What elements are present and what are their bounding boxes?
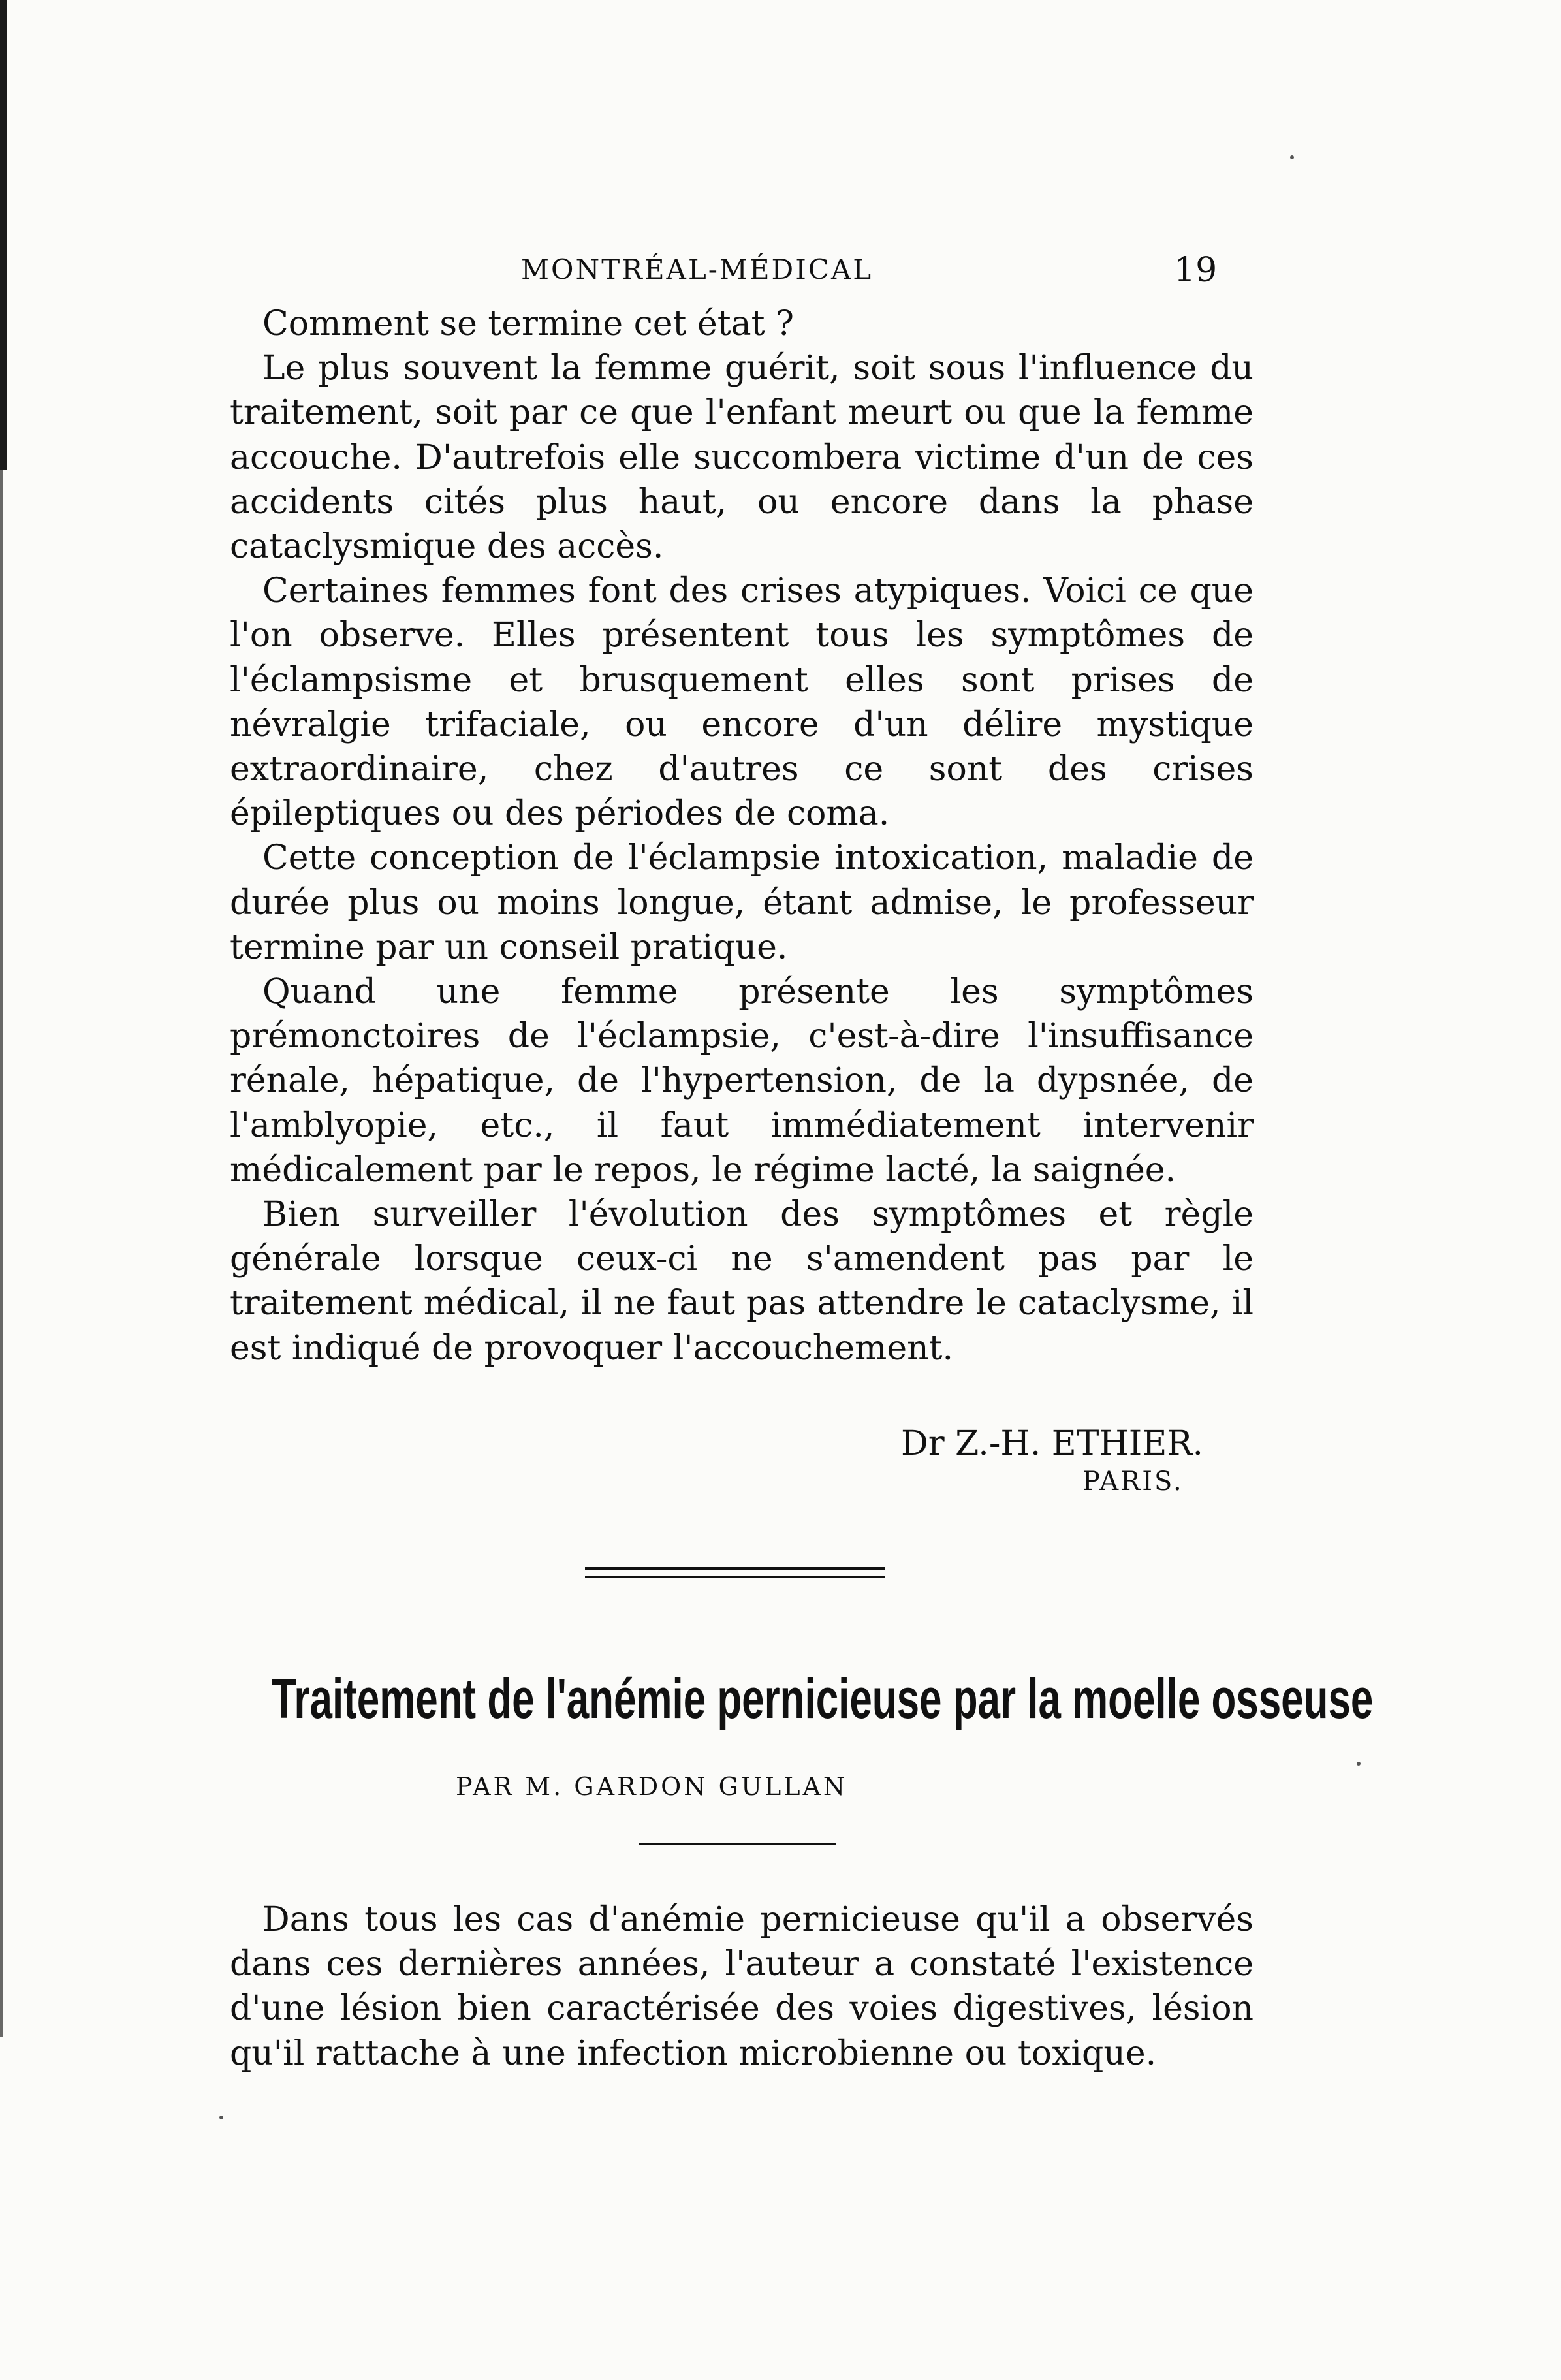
article-title: Traitement de l'anémie pernicieuse par la moelle osseuse: [272, 1668, 1374, 1730]
running-head: MONTRÉAL-MÉDICAL: [521, 253, 874, 285]
paragraph: Le plus souvent la femme guérit, soit sous l'influence du traitement, soit par ce que l'enfant meurt ou que la femme accouche. D'autrefois elle succombera victime d'un de ces accidents cités plus haut, ou encore dans la phase cataclysmique des accès.: [230, 349, 1254, 567]
section-body: [230, 302, 1254, 1371]
signature-place: PARIS.: [1082, 1467, 1184, 1497]
scan-speck: [1290, 155, 1294, 159]
paragraph: Certaines femmes font des crises atypiques. Voici ce que l'on observe. Elles présentent tous les symptômes de l'éclampsisme et brusquement elles sont prises de névralgie trifaciale, ou encore d'un délire mystique extraordinaire, chez d'autres ce sont des crises épileptiques ou des périodes de coma.: [230, 571, 1254, 834]
paragraph: Dans tous les cas d'anémie pernicieuse qu'il a observés dans ces dernières années, l'auteur a constaté l'existence d'une lésion bien caractérisée des voies digestives, lésion qu'il rattache à une infection microbienne ou toxique.: [230, 1900, 1254, 2073]
binding-shadow: [0, 0, 7, 470]
scan-speck: [1357, 1762, 1361, 1766]
article-byline: PAR M. GARDON GULLAN: [456, 1772, 848, 1801]
section-divider: [585, 1567, 885, 1570]
scan-speck: [219, 2116, 223, 2119]
byline-divider: [639, 1843, 836, 1845]
paragraph: Bien surveiller l'évolution des symptômes et règle générale lorsque ceux-ci ne s'amendent pas par le traitement médical, il ne faut pas attendre le cataclysme, il est indiqué de provoquer l'accouchement.: [230, 1195, 1254, 1368]
page-number: 19: [1174, 251, 1218, 290]
signature-name: Dr Z.-H. ETHIER.: [901, 1424, 1203, 1463]
paragraph: Comment se termine cet état ?: [262, 304, 794, 343]
section-divider-thin: [585, 1576, 885, 1578]
paragraph: Quand une femme présente les symptômes prémonctoires de l'éclampsie, c'est-à-dire l'insuffisance rénale, hépatique, de l'hypertension, de la dypsnée, de l'amblyopie, etc., il faut immédiatement intervenir médicalement par le repos, le régime lacté, la saignée.: [230, 972, 1254, 1190]
binding-shadow-lower: [0, 470, 3, 2037]
paragraph: Cette conception de l'éclampsie intoxication, maladie de durée plus ou moins longue, étant admise, le professeur termine par un conseil pratique.: [230, 838, 1254, 967]
article-body: [230, 1897, 1254, 2076]
